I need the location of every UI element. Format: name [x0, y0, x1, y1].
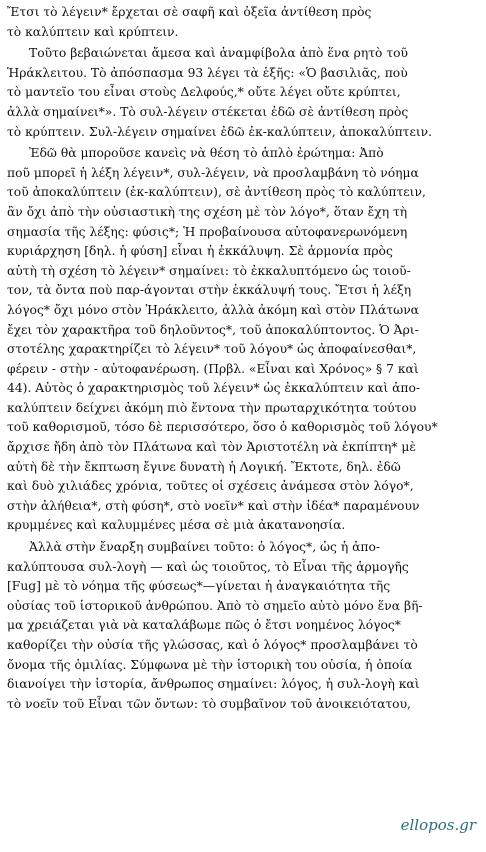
text-line: ὄνομα τῆς ὁμιλίας. Σύμφωνα μὲ τὴν ἱστορικὴ του οὐσία, ἡ ὁποία — [7, 657, 413, 672]
text-line: ἀλλὰ σημαίνει*». Τὸ συλ-λέγειν στέκεται ἐδῶ σὲ ἀντίθεση πρὸς — [7, 104, 409, 119]
text-line: οὐσίας τοῦ ἱστορικοῦ ἀνθρώπου. Ἀπὸ τὸ σημεῖο αὐτὸ μόνο ἕνα βῆ- — [7, 598, 423, 613]
paragraph-4 — [7, 538, 479, 714]
text-line: αὐτὴ τὴ σχέση τὸ λέγειν* σημαίνει: τὸ ἐκκαλυπτόμενο ὡς τοιοῦ- — [7, 263, 411, 278]
text-line: τὸ μαντεῖο του εἶναι στοὺς Δελφούς,* οὔτε λέγει οὔτε κρύπτει, — [7, 85, 401, 100]
text-line: τοῦ καθορισμοῦ, τόσο δὲ περισσότερο, ὅσο ὁ καθορισμὸς τοῦ λόγου* — [7, 420, 438, 435]
text-line: στὴν ἀλήθεια*, στὴ φύση*, στὸ νοεῖν* καὶ στὴν ἰδέα* παραμένουν — [7, 498, 420, 513]
text-line: τον, τὰ ὄντα ποὺ παρ-άγονται στὴν ἐκκάλυψή τους. Ἔτσι ἡ λέξη — [7, 283, 412, 298]
watermark-logo: ellopos.gr — [400, 816, 476, 834]
text-line: μα χρειάζεται γιὰ νὰ καταλάβωμε πῶς ὁ ἔτσι νοημένος λόγος* — [7, 618, 401, 633]
paragraph-2 — [7, 44, 479, 142]
text-line: διανοίγει τὴν ἱστορία, ἄνθρωπος σημαίνει: λόγος, ἡ συλ-λογὴ καὶ — [7, 677, 420, 692]
text-line: καὶ δυὸ χιλιάδες χρόνια, τοῦτες οἱ σχέσεις ἀνάμεσα στὸν λόγο*, — [7, 479, 414, 494]
text-line: φέρειν - στὴν - αὐτοφανέρωση. (Πρβλ. «Εἶναι καὶ Χρόνος» § 7 καὶ — [7, 361, 419, 376]
text-line: ἄρχισε ἤδη ἀπὸ τὸν Πλάτωνα καὶ τὸν Ἀριστοτέλη νὰ ἐκπίπτη* μὲ — [7, 440, 417, 455]
text-line: τὸ νοεῖν τοῦ Εἶναι τῶν ὄντων: τὸ συμβαῖνον τοῦ ἀνοικειότατου, — [7, 696, 411, 711]
text-line: 44). Αὐτὸς ὁ χαρακτηρισμὸς τοῦ λέγειν* ὡς ἐκκαλύπτειν καὶ ἀπο- — [7, 381, 421, 396]
text-line: λόγος* ὄχι μόνο στὸν Ἡράκλειτο, ἀλλὰ ἀκόμη καὶ στὸν Πλάτωνα — [7, 302, 419, 317]
paragraph-1 — [7, 3, 479, 42]
text-line: καλύπτειν δείχνει ἀκόμη πιὸ ἔντονα τὴν πρωταρχικότητα τούτου — [7, 400, 417, 415]
text-line: κυριάρχηση [δηλ. ἡ φύση] εἶναι ἡ ἐκκάλυψη. Σὲ ἁρμονία πρὸς — [7, 244, 393, 259]
text-line: στοτέλης χαρακτηρίζει τὸ λέγειν* τοῦ λόγου* ὡς ἀποφαίνεσθαι*, — [7, 342, 417, 357]
text-line: ἔχει τὸν χαρακτῆρα τοῦ δηλοῦντος*, τοῦ ἀποκαλύπτοντος. Ὁ Ἀρι- — [7, 322, 419, 337]
text-line: τὸ κρύπτειν. Συλ-λέγειν σημαίνει ἐδῶ ἐκ-καλύπτειν, ἀποκαλύπτειν. — [7, 124, 433, 139]
text-line: κρυμμένες καὶ καλυμμένες μέσα σὲ μιὰ ἀκατανοησία. — [7, 518, 346, 533]
text-line: ἂν ὄχι ἀπὸ τὴν οὐσιαστικὴ της σχέση μὲ τὸν λόγο*, ὅταν ἔχη τὴ — [7, 204, 408, 219]
text-line: ποῦ μπορεῖ ἡ λέξη λέγειν*, συλ-λέγειν, νὰ προσλαμβάνη τὸ νόημα — [7, 165, 419, 180]
text-line: Ἀλλὰ στὴν ἔναρξη συμβαίνει τοῦτο: ὁ λόγος*, ὡς ἡ ἀπο- — [29, 540, 381, 555]
text-line: καθορίζει τὴν οὐσία τῆς γλώσσας, καὶ ὁ λόγος* προσλαμβάνει τὸ — [7, 638, 418, 652]
document-page — [7, 3, 479, 716]
text-line: Ἐδῶ θὰ μποροῦσε κανεὶς νὰ θέση τὸ ἁπλὸ ἐρώτημα: Ἀπὸ — [29, 146, 384, 161]
text-line: καλύπτουσα συλ-λογὴ — καὶ ὡς τοιοῦτος, τὸ Εἶναι τῆς ἁρμογῆς — [7, 559, 409, 574]
text-line: τοῦ ἀποκαλύπτειν (ἐκ-καλύπτειν), σὲ ἀντίθεση πρὸς τὸ καλύπτειν, — [7, 185, 426, 200]
text-line: σημασία τῆς λέξης: φύσις*; Ἡ προβαίνουσα αὐτοφανερωνόμενη — [7, 224, 408, 239]
text-line: Ἡράκλειτου. Τὸ ἀπόσπασμα 93 λέγει τὰ ἑξῆς: «Ὁ βασιλιᾶς, ποὺ — [7, 65, 408, 80]
paragraph-3 — [7, 144, 479, 536]
text-line: τὸ καλύπτειν καὶ κρύπτειν. — [7, 24, 179, 39]
text-line: [Fug] μὲ τὸ νόημα τῆς φύσεως*—γίνεται ἡ ἀναγκαιότητα τῆς — [7, 579, 391, 594]
text-line: Τοῦτο βεβαιώνεται ἄμεσα καὶ ἀναμφίβολα ἀπὸ ἕνα ρητὸ τοῦ — [29, 46, 409, 61]
text-line: αὐτὴ δὲ τὴν ἔκπτωση ἔγινε δυνατὴ ἡ Λογική. Ἔκτοτε, δηλ. ἐδῶ — [7, 459, 401, 474]
text-line: Ἔτσι τὸ λέγειν* ἔρχεται σὲ σαφῆ καὶ ὀξεῖα ἀντίθεση πρὸς — [7, 5, 372, 19]
